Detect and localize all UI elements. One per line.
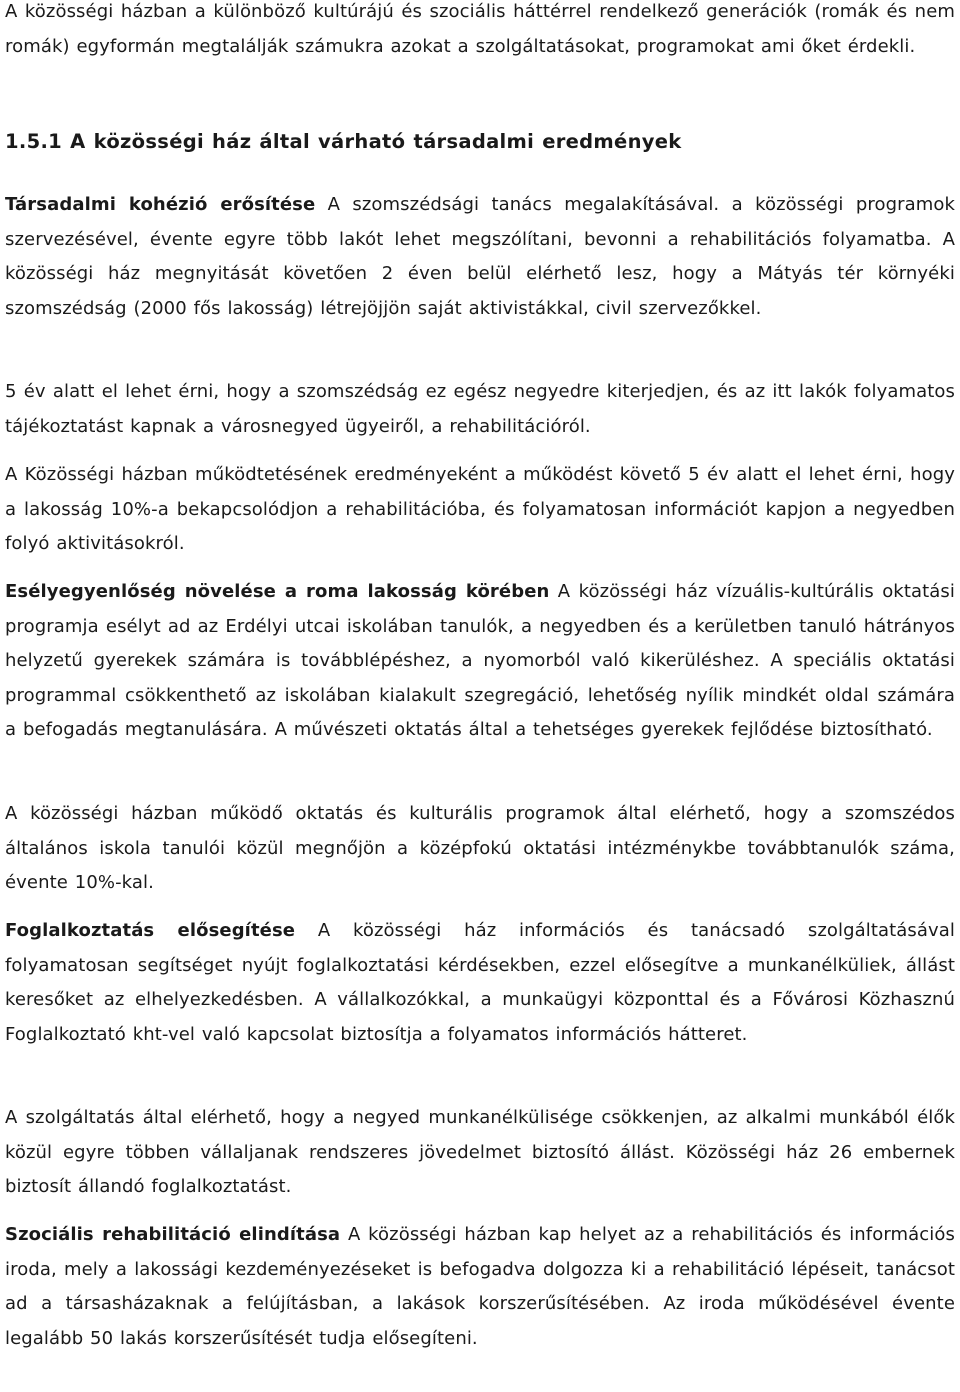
paragraph-lead-bold: Esélyegyenlőség növelése a roma lakosság körében bbox=[5, 581, 550, 602]
paragraph-body: A közösségi házban kap helyet az a rehabilitációs és információs iroda, mely a lakossági kezdeményezéseket is befogadva dolgozza ki a rehabilitáció lépéseit, tanácsot ad a társasházaknak a felújításban, a lakások korszerűsítésében. Az iroda működésével évente legalább 50 lakás korszerűsítését tudja elősegíteni. bbox=[5, 1224, 955, 1349]
paragraph-social-cohesion bbox=[5, 188, 955, 326]
paragraph-five-years: 5 év alatt el lehet érni, hogy a szomszédság ez egész negyedre kiterjedjen, és az itt lakók folyamatos tájékoztatást kapnak a városnegyed ügyeiről, a rehabilitációról. bbox=[5, 381, 955, 437]
paragraph-social-rehabilitation bbox=[5, 1218, 955, 1356]
intro-paragraph: A közösségi házban a különböző kultúrájú és szociális háttérrel rendelkező generációk (romák és nem romák) egyformán megtalálják számukra azokat a szolgáltatásokat, programokat ami őket érdekli. bbox=[5, 1, 955, 57]
paragraph-equal-opportunity bbox=[5, 575, 955, 748]
paragraph-population-share: A Közösségi házban működtetésének eredményeként a működést követő 5 év alatt el lehet érni, hogy a lakosság 10%-a bekapcsolódjon a rehabilitációba, és folyamatosan információt kapjon a negyedben folyó aktivitásokról. bbox=[5, 464, 955, 554]
paragraph-body: A szomszédsági tanács megalakításával. a közösségi programok szervezésével, évente egyre több lakót lehet megszólítani, bevonni a rehabilitációs folyamatba. A közösségi ház megnyitását követően 2 éven belül elérhető lesz, hogy a Mátyás tér környéki szomszédság (2000 fős lakosság) létrejöjjön saját aktivistákkal, civil szervezőkkel. bbox=[5, 194, 955, 319]
paragraph-lead-bold: Foglalkoztatás elősegítése bbox=[5, 920, 296, 941]
paragraph-employment bbox=[5, 914, 955, 1052]
paragraph-body: A közösségi ház információs és tanácsadó szolgáltatásával folyamatosan segítséget nyújt foglalkoztatási kérdésekben, ezzel elősegítve a munkanélküliek, állást keresőket az elhelyezkedésben. A vállalkozókkal, a munkaügyi központtal és a Fővárosi Közhasznú Foglalkoztató kht-vel való kapcsolat biztosítja a folyamatos információs hátteret. bbox=[5, 920, 956, 1045]
paragraph-lead-bold: Társadalmi kohézió erősítése bbox=[5, 194, 316, 215]
paragraph-unemployment-results: A szolgáltatás által elérhető, hogy a negyed munkanélkülisége csökkenjen, az alkalmi munkából élők közül egyre többen vállaljanak rendszeres jövedelmet biztosító állást. Közösségi ház 26 embernek biztosít állandó foglalkoztatást. bbox=[5, 1107, 955, 1197]
section-heading: 1.5.1 A közösségi ház által várható társadalmi eredmények bbox=[5, 130, 682, 153]
paragraph-lead-bold: Szociális rehabilitáció elindítása bbox=[5, 1224, 341, 1245]
paragraph-education-results: A közösségi házban működő oktatás és kulturális programok által elérhető, hogy a szomszédos általános iskola tanulói közül megnőjön a középfokú oktatási intézménykbe továbbtanulók száma, évente 10%-kal. bbox=[5, 803, 955, 893]
paragraph-body: A közösségi ház vízuális-kultúrális oktatási programja esélyt ad az Erdélyi utcai iskolában tanulók, a negyedben és a kerületben tanuló hátrányos helyzetű gyerekek számára is továbblépéshez, a nyomorból való kikerüléshez. A speciális oktatási programmal csökkenthető az iskolában kialakult szegregáció, lehetőség nyílik mindkét oldal számára a befogadás megtanulására. A művészeti oktatás által a tehetséges gyerekek fejlődése biztosítható. bbox=[5, 581, 955, 740]
